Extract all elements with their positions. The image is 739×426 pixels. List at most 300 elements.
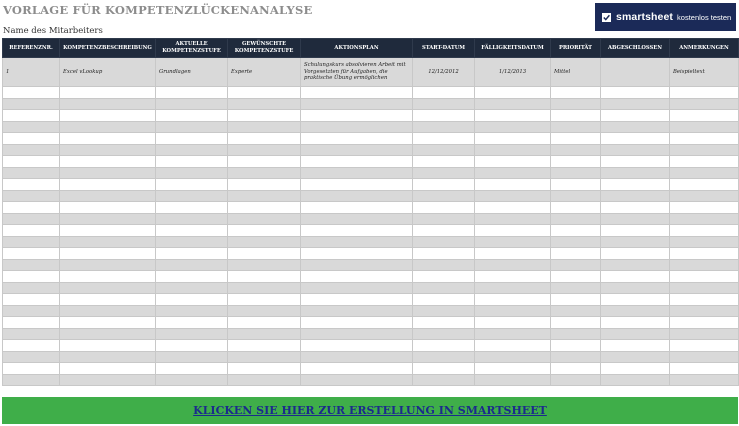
- table-cell[interactable]: [670, 328, 739, 340]
- table-cell[interactable]: [228, 87, 301, 99]
- table-cell[interactable]: [3, 213, 60, 225]
- table-cell[interactable]: [228, 121, 301, 133]
- table-cell[interactable]: [601, 225, 670, 237]
- table-cell[interactable]: [413, 110, 475, 122]
- table-cell[interactable]: [551, 363, 601, 375]
- table-cell[interactable]: [601, 213, 670, 225]
- table-cell[interactable]: [301, 179, 413, 191]
- table-cell[interactable]: [301, 305, 413, 317]
- table-cell[interactable]: [60, 87, 156, 99]
- table-cell[interactable]: [413, 305, 475, 317]
- table-cell[interactable]: Beispieltext: [670, 58, 739, 87]
- table-cell[interactable]: [60, 248, 156, 260]
- table-cell[interactable]: [3, 259, 60, 271]
- table-cell[interactable]: [60, 133, 156, 145]
- table-cell[interactable]: [413, 179, 475, 191]
- table-cell[interactable]: [228, 133, 301, 145]
- table-cell[interactable]: [413, 202, 475, 214]
- table-cell[interactable]: [156, 236, 228, 248]
- table-cell[interactable]: [551, 294, 601, 306]
- table-cell[interactable]: [156, 305, 228, 317]
- table-cell[interactable]: [156, 374, 228, 386]
- table-cell[interactable]: [475, 213, 551, 225]
- table-cell[interactable]: [3, 144, 60, 156]
- table-cell[interactable]: 12/12/2012: [413, 58, 475, 87]
- table-cell[interactable]: [60, 144, 156, 156]
- table-cell[interactable]: [475, 374, 551, 386]
- table-cell[interactable]: [156, 259, 228, 271]
- table-cell[interactable]: [301, 294, 413, 306]
- table-cell[interactable]: [60, 282, 156, 294]
- table-cell[interactable]: [601, 121, 670, 133]
- table-cell[interactable]: [551, 98, 601, 110]
- table-cell[interactable]: [60, 271, 156, 283]
- table-cell[interactable]: [413, 225, 475, 237]
- table-cell[interactable]: [601, 328, 670, 340]
- smartsheet-trial-button[interactable]: [595, 3, 736, 31]
- table-cell[interactable]: [413, 190, 475, 202]
- table-cell[interactable]: [60, 190, 156, 202]
- table-cell[interactable]: [475, 167, 551, 179]
- table-cell[interactable]: [60, 363, 156, 375]
- table-row: [3, 156, 739, 168]
- table-cell[interactable]: [601, 179, 670, 191]
- table-cell[interactable]: Experte: [228, 58, 301, 87]
- table-cell[interactable]: [156, 202, 228, 214]
- table-cell[interactable]: [413, 121, 475, 133]
- table-row: [3, 317, 739, 329]
- table-cell[interactable]: [228, 317, 301, 329]
- table-cell[interactable]: [670, 282, 739, 294]
- table-cell[interactable]: [551, 110, 601, 122]
- table-cell[interactable]: [475, 98, 551, 110]
- table-cell[interactable]: [3, 294, 60, 306]
- table-cell[interactable]: [3, 98, 60, 110]
- table-cell[interactable]: Excel vLookup: [60, 58, 156, 87]
- table-cell[interactable]: [475, 363, 551, 375]
- table-cell[interactable]: [670, 271, 739, 283]
- table-cell[interactable]: [601, 167, 670, 179]
- table-cell[interactable]: [601, 133, 670, 145]
- table-cell[interactable]: [60, 98, 156, 110]
- table-cell[interactable]: [3, 351, 60, 363]
- table-cell[interactable]: [551, 328, 601, 340]
- table-row: [3, 294, 739, 306]
- table-cell[interactable]: [413, 213, 475, 225]
- table-cell[interactable]: [228, 328, 301, 340]
- table-row: [3, 213, 739, 225]
- table-cell[interactable]: [551, 202, 601, 214]
- table-cell[interactable]: [670, 110, 739, 122]
- table-cell[interactable]: [413, 167, 475, 179]
- table-cell[interactable]: [156, 144, 228, 156]
- table-cell[interactable]: [228, 374, 301, 386]
- table-cell[interactable]: [156, 248, 228, 260]
- table-cell[interactable]: [301, 144, 413, 156]
- table-cell[interactable]: [60, 374, 156, 386]
- table-row: [3, 121, 739, 133]
- table-header-row: [3, 39, 739, 58]
- table-cell[interactable]: [601, 340, 670, 352]
- table-cell[interactable]: [475, 282, 551, 294]
- table-cell[interactable]: [475, 87, 551, 99]
- table-cell[interactable]: [413, 259, 475, 271]
- table-cell[interactable]: [3, 271, 60, 283]
- table-cell[interactable]: [156, 317, 228, 329]
- table-row: [3, 179, 739, 191]
- table-cell[interactable]: [301, 110, 413, 122]
- table-cell[interactable]: [156, 87, 228, 99]
- table-cell[interactable]: [301, 225, 413, 237]
- table-cell[interactable]: [156, 167, 228, 179]
- table-cell[interactable]: [551, 144, 601, 156]
- table-cell[interactable]: [601, 144, 670, 156]
- table-cell[interactable]: [228, 190, 301, 202]
- table-cell[interactable]: [228, 259, 301, 271]
- table-cell[interactable]: [475, 202, 551, 214]
- table-cell[interactable]: [601, 259, 670, 271]
- table-cell[interactable]: [301, 213, 413, 225]
- table-cell[interactable]: [3, 179, 60, 191]
- table-cell[interactable]: [670, 179, 739, 191]
- table-cell[interactable]: [3, 236, 60, 248]
- table-cell[interactable]: [156, 340, 228, 352]
- table-cell[interactable]: [60, 305, 156, 317]
- table-cell[interactable]: [475, 351, 551, 363]
- column-header: ABGESCHLOSSEN: [601, 39, 670, 58]
- table-cell[interactable]: [228, 305, 301, 317]
- table-cell[interactable]: [601, 236, 670, 248]
- table-cell[interactable]: Mittel: [551, 58, 601, 87]
- table-cell[interactable]: [228, 98, 301, 110]
- table-cell[interactable]: [413, 282, 475, 294]
- table-cell[interactable]: [60, 110, 156, 122]
- table-cell[interactable]: [156, 213, 228, 225]
- table-cell[interactable]: [601, 87, 670, 99]
- table-cell[interactable]: [301, 121, 413, 133]
- table-cell[interactable]: [475, 190, 551, 202]
- table-cell[interactable]: [301, 236, 413, 248]
- table-cell[interactable]: [228, 236, 301, 248]
- table-cell[interactable]: [670, 202, 739, 214]
- table-cell[interactable]: [670, 213, 739, 225]
- table-cell[interactable]: [3, 248, 60, 260]
- table-cell[interactable]: [670, 259, 739, 271]
- table-cell[interactable]: [228, 248, 301, 260]
- table-cell[interactable]: [156, 225, 228, 237]
- column-header: FÄLLIGKEITSDATUM: [475, 39, 551, 58]
- table-cell[interactable]: [551, 282, 601, 294]
- table-cell[interactable]: [60, 121, 156, 133]
- table-cell[interactable]: 1/12/2013: [475, 58, 551, 87]
- table-row: [3, 58, 739, 87]
- table-cell[interactable]: [413, 133, 475, 145]
- table-cell[interactable]: [156, 363, 228, 375]
- table-cell[interactable]: [670, 190, 739, 202]
- table-row: [3, 167, 739, 179]
- table-row: [3, 236, 739, 248]
- column-header: START-DATUM: [413, 39, 475, 58]
- table-cell[interactable]: [601, 294, 670, 306]
- table-cell[interactable]: [670, 156, 739, 168]
- table-cell[interactable]: [301, 363, 413, 375]
- table-cell[interactable]: [475, 156, 551, 168]
- table-row: [3, 202, 739, 214]
- table-cell[interactable]: [475, 144, 551, 156]
- table-cell[interactable]: [156, 190, 228, 202]
- table-cell[interactable]: [228, 340, 301, 352]
- table-cell[interactable]: [670, 225, 739, 237]
- table-cell[interactable]: [228, 225, 301, 237]
- table-row: [3, 340, 739, 352]
- table-cell[interactable]: [413, 351, 475, 363]
- table-cell[interactable]: [413, 340, 475, 352]
- table-cell[interactable]: [670, 98, 739, 110]
- table-cell[interactable]: [413, 294, 475, 306]
- table-cell[interactable]: [156, 133, 228, 145]
- table-cell[interactable]: [670, 236, 739, 248]
- table-cell[interactable]: [228, 271, 301, 283]
- table-cell[interactable]: Grundlagen: [156, 58, 228, 87]
- table-cell[interactable]: [551, 248, 601, 260]
- table-cell[interactable]: [601, 58, 670, 87]
- table-cell[interactable]: [551, 190, 601, 202]
- table-cell[interactable]: [670, 133, 739, 145]
- table-cell[interactable]: [551, 213, 601, 225]
- table-cell[interactable]: [301, 167, 413, 179]
- table-cell[interactable]: [551, 179, 601, 191]
- table-cell[interactable]: [670, 305, 739, 317]
- table-cell[interactable]: [475, 340, 551, 352]
- table-cell[interactable]: [413, 363, 475, 375]
- table-cell[interactable]: [475, 259, 551, 271]
- table-cell[interactable]: [301, 248, 413, 260]
- table-cell[interactable]: [3, 374, 60, 386]
- table-cell[interactable]: [601, 317, 670, 329]
- table-cell[interactable]: [301, 98, 413, 110]
- table-cell[interactable]: [3, 363, 60, 375]
- table-cell[interactable]: [601, 305, 670, 317]
- table-cell[interactable]: [60, 225, 156, 237]
- table-cell[interactable]: [670, 167, 739, 179]
- table-cell[interactable]: [475, 133, 551, 145]
- table-cell[interactable]: [3, 317, 60, 329]
- table-cell[interactable]: [60, 167, 156, 179]
- table-cell[interactable]: [551, 156, 601, 168]
- table-cell[interactable]: [60, 317, 156, 329]
- column-header: GEWÜNSCHTE KOMPETENZSTUFE: [228, 39, 301, 58]
- table-cell[interactable]: [601, 374, 670, 386]
- table-cell[interactable]: [475, 110, 551, 122]
- table-cell[interactable]: [551, 121, 601, 133]
- table-cell[interactable]: [60, 213, 156, 225]
- table-cell[interactable]: [475, 271, 551, 283]
- table-cell[interactable]: [3, 167, 60, 179]
- table-row: [3, 248, 739, 260]
- table-cell[interactable]: [3, 133, 60, 145]
- table-cell[interactable]: [60, 259, 156, 271]
- table-cell[interactable]: [228, 110, 301, 122]
- table-cell[interactable]: [60, 236, 156, 248]
- table-cell[interactable]: [601, 190, 670, 202]
- checkmark-icon: [602, 13, 611, 22]
- table-cell[interactable]: [670, 87, 739, 99]
- table-cell[interactable]: [301, 282, 413, 294]
- table-cell[interactable]: [301, 374, 413, 386]
- table-cell[interactable]: [601, 363, 670, 375]
- table-cell[interactable]: [3, 202, 60, 214]
- table-cell[interactable]: [413, 156, 475, 168]
- table-cell[interactable]: [551, 374, 601, 386]
- table-row: [3, 328, 739, 340]
- table-cell[interactable]: [228, 156, 301, 168]
- table-cell[interactable]: [670, 340, 739, 352]
- table-cell[interactable]: [156, 98, 228, 110]
- table-row: [3, 87, 739, 99]
- table-cell[interactable]: [301, 133, 413, 145]
- table-cell[interactable]: [551, 87, 601, 99]
- table-cell[interactable]: [3, 156, 60, 168]
- create-in-smartsheet-link[interactable]: KLICKEN SIE HIER ZUR ERSTELLUNG IN SMARTSHEET: [193, 404, 547, 417]
- table-cell[interactable]: [228, 351, 301, 363]
- table-cell[interactable]: [3, 121, 60, 133]
- table-cell[interactable]: [413, 374, 475, 386]
- table-cell[interactable]: [475, 317, 551, 329]
- table-cell[interactable]: [670, 144, 739, 156]
- table-cell[interactable]: [60, 179, 156, 191]
- table-cell[interactable]: [228, 179, 301, 191]
- table-cell[interactable]: [413, 87, 475, 99]
- table-cell[interactable]: [301, 271, 413, 283]
- table-cell[interactable]: [228, 167, 301, 179]
- table-cell[interactable]: [3, 87, 60, 99]
- table-cell[interactable]: [228, 363, 301, 375]
- table-cell[interactable]: [228, 213, 301, 225]
- table-cell[interactable]: [413, 317, 475, 329]
- table-cell[interactable]: [413, 248, 475, 260]
- table-cell[interactable]: [301, 156, 413, 168]
- table-cell[interactable]: [475, 121, 551, 133]
- table-cell[interactable]: Schulungskurs absolvieren Arbeit mit Vorgesetzten für Aufgaben, die praktische Übung ermöglichen: [301, 58, 413, 87]
- table-cell[interactable]: [601, 248, 670, 260]
- table-cell[interactable]: [156, 271, 228, 283]
- table-cell[interactable]: [156, 156, 228, 168]
- table-cell[interactable]: [413, 236, 475, 248]
- table-cell[interactable]: [475, 236, 551, 248]
- table-cell[interactable]: [670, 294, 739, 306]
- create-in-smartsheet-banner[interactable]: [2, 397, 738, 424]
- table-cell[interactable]: [601, 98, 670, 110]
- table-cell[interactable]: [228, 282, 301, 294]
- column-header: AKTIONSPLAN: [301, 39, 413, 58]
- column-header: REFERENZNR.: [3, 39, 60, 58]
- table-cell[interactable]: [551, 133, 601, 145]
- table-cell[interactable]: [413, 328, 475, 340]
- table-cell[interactable]: [301, 202, 413, 214]
- table-cell[interactable]: [475, 248, 551, 260]
- table-cell[interactable]: [156, 282, 228, 294]
- table-cell[interactable]: [156, 294, 228, 306]
- table-cell[interactable]: [156, 179, 228, 191]
- table-cell[interactable]: [301, 351, 413, 363]
- table-cell[interactable]: [670, 363, 739, 375]
- table-cell[interactable]: [60, 202, 156, 214]
- table-cell[interactable]: [551, 317, 601, 329]
- table-cell[interactable]: [551, 340, 601, 352]
- table-cell[interactable]: [3, 110, 60, 122]
- table-cell[interactable]: [670, 317, 739, 329]
- table-cell[interactable]: [413, 98, 475, 110]
- table-cell[interactable]: [413, 144, 475, 156]
- table-cell[interactable]: [670, 351, 739, 363]
- table-cell[interactable]: [475, 294, 551, 306]
- table-cell[interactable]: [475, 225, 551, 237]
- table-cell[interactable]: [601, 156, 670, 168]
- table-cell[interactable]: [475, 328, 551, 340]
- table-cell[interactable]: [551, 167, 601, 179]
- table-cell[interactable]: [156, 351, 228, 363]
- table-cell[interactable]: [3, 340, 60, 352]
- table-cell[interactable]: [413, 271, 475, 283]
- table-cell[interactable]: [601, 202, 670, 214]
- table-cell[interactable]: [301, 259, 413, 271]
- table-cell[interactable]: [3, 225, 60, 237]
- table-cell[interactable]: [60, 340, 156, 352]
- table-cell[interactable]: [60, 156, 156, 168]
- table-cell[interactable]: [551, 271, 601, 283]
- table-cell[interactable]: [156, 328, 228, 340]
- table-cell[interactable]: [670, 374, 739, 386]
- table-cell[interactable]: [551, 225, 601, 237]
- table-cell[interactable]: [228, 202, 301, 214]
- table-cell[interactable]: [3, 305, 60, 317]
- logo-sub-text: kostenlos testen: [677, 12, 732, 22]
- table-cell[interactable]: 1: [3, 58, 60, 87]
- table-cell[interactable]: [301, 87, 413, 99]
- table-cell[interactable]: [3, 282, 60, 294]
- table-cell[interactable]: [3, 190, 60, 202]
- table-cell[interactable]: [3, 328, 60, 340]
- table-cell[interactable]: [551, 259, 601, 271]
- table-cell[interactable]: [228, 144, 301, 156]
- column-header: PRIORITÄT: [551, 39, 601, 58]
- table-cell[interactable]: [601, 271, 670, 283]
- table-cell[interactable]: [60, 328, 156, 340]
- table-cell[interactable]: [60, 294, 156, 306]
- table-cell[interactable]: [551, 351, 601, 363]
- table-cell[interactable]: [475, 179, 551, 191]
- table-cell[interactable]: [301, 317, 413, 329]
- table-cell[interactable]: [156, 121, 228, 133]
- table-cell[interactable]: [301, 190, 413, 202]
- table-cell[interactable]: [670, 121, 739, 133]
- table-cell[interactable]: [301, 340, 413, 352]
- table-cell[interactable]: [601, 351, 670, 363]
- table-row: [3, 133, 739, 145]
- table-cell[interactable]: [301, 328, 413, 340]
- table-cell[interactable]: [60, 351, 156, 363]
- table-cell[interactable]: [156, 110, 228, 122]
- table-row: [3, 98, 739, 110]
- table-cell[interactable]: [601, 282, 670, 294]
- table-cell[interactable]: [601, 110, 670, 122]
- table-cell[interactable]: [551, 305, 601, 317]
- table-row: [3, 190, 739, 202]
- table-cell[interactable]: [551, 236, 601, 248]
- table-cell[interactable]: [475, 305, 551, 317]
- table-cell[interactable]: [228, 294, 301, 306]
- table-cell[interactable]: [670, 248, 739, 260]
